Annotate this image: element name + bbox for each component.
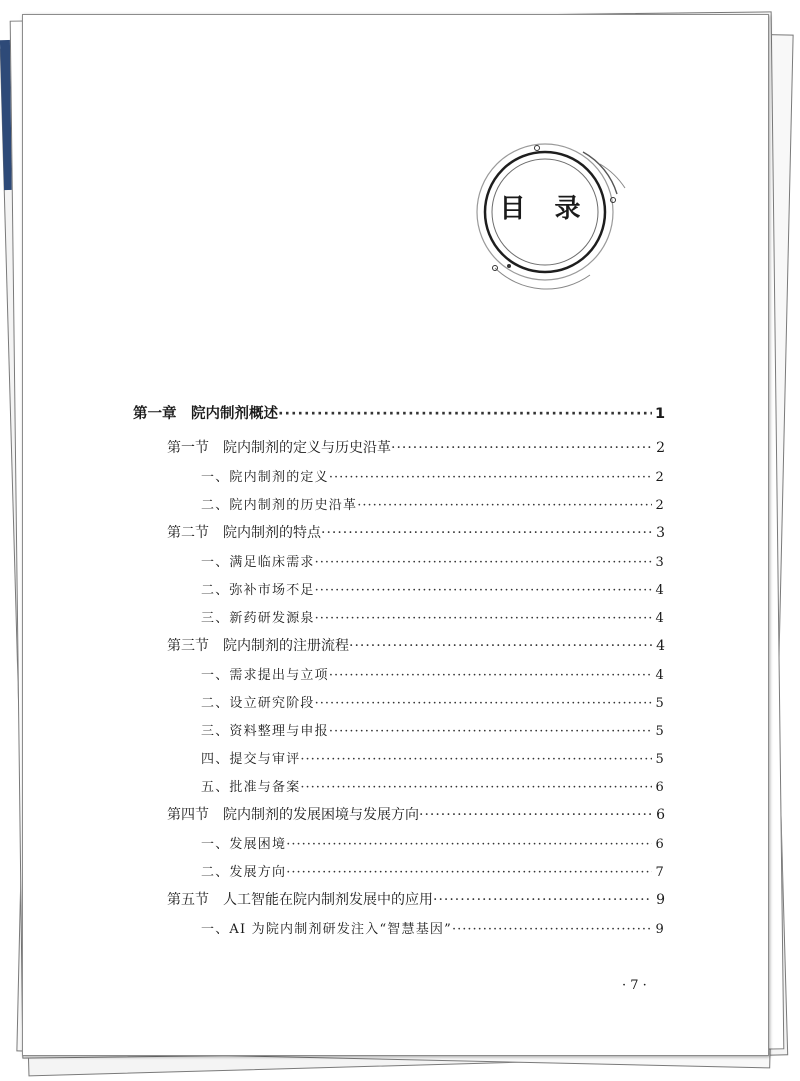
item-title: 一、满足临床需求 — [201, 555, 315, 570]
section-title: 第二节 院内制剂的特点 — [167, 525, 321, 541]
section-page: 9 — [656, 892, 665, 908]
section-title: 第四节 院内制剂的发展困境与发展方向 — [167, 807, 419, 823]
toc-section-entry[interactable] — [167, 635, 665, 655]
dot-leader — [357, 498, 652, 513]
toc-item-entry[interactable] — [201, 607, 665, 626]
toc-item-entry[interactable] — [201, 776, 665, 795]
dot-leader — [315, 696, 652, 711]
section-page: 6 — [656, 807, 665, 823]
item-page: 2 — [655, 498, 665, 513]
dot-leader — [315, 611, 652, 626]
item-page: 5 — [655, 696, 665, 711]
dot-leader — [315, 555, 652, 570]
item-title: 二、发展方向 — [201, 865, 287, 880]
toc-section-entry[interactable] — [167, 437, 665, 457]
section-title: 第三节 院内制剂的注册流程 — [167, 638, 349, 654]
dot-leader — [452, 922, 652, 937]
toc-chapter-entry[interactable] — [133, 402, 665, 423]
toc-item-entry[interactable] — [201, 692, 665, 711]
toc-item-entry[interactable] — [201, 466, 665, 485]
toc-item-entry[interactable] — [201, 720, 665, 739]
item-page: 4 — [655, 583, 665, 598]
item-page: 4 — [655, 611, 665, 626]
toc-item-entry[interactable] — [201, 918, 665, 937]
item-page: 6 — [655, 780, 665, 795]
section-page: 4 — [656, 638, 665, 654]
item-title: 四、提交与审评 — [201, 752, 301, 767]
item-page: 5 — [655, 752, 665, 767]
toc-section-entry[interactable] — [167, 889, 665, 909]
toc-item-entry[interactable] — [201, 551, 665, 570]
toc-item-entry[interactable] — [201, 494, 665, 513]
chapter-page: 1 — [655, 406, 666, 422]
dot-leader — [433, 892, 652, 908]
item-page: 9 — [655, 922, 665, 937]
toc-title: 目 录 — [499, 194, 591, 224]
dot-leader — [349, 638, 652, 654]
dot-leader — [315, 583, 652, 598]
dot-leader — [300, 752, 652, 767]
page-number: · 7 · — [622, 978, 647, 993]
item-page: 4 — [655, 668, 665, 683]
dot-leader — [286, 865, 652, 880]
dot-leader — [278, 406, 652, 422]
toc-item-entry[interactable] — [201, 833, 665, 852]
item-title: 三、新药研发源泉 — [201, 611, 315, 626]
item-page: 6 — [655, 837, 665, 852]
item-page: 5 — [655, 724, 665, 739]
item-page: 3 — [655, 555, 665, 570]
dot-leader — [300, 780, 652, 795]
dot-leader — [329, 470, 652, 485]
item-title: 三、资料整理与申报 — [201, 724, 329, 739]
toc-item-entry[interactable] — [201, 664, 665, 683]
toc-item-entry[interactable] — [201, 748, 665, 767]
toc-item-entry[interactable] — [201, 861, 665, 880]
section-title: 第一节 院内制剂的定义与历史沿革 — [167, 440, 391, 456]
section-page: 2 — [656, 440, 665, 456]
dot-leader — [329, 724, 652, 739]
item-page: 2 — [655, 470, 665, 485]
item-title: 一、AI 为院内制剂研发注入“智慧基因” — [201, 922, 452, 937]
item-title: 一、发展困境 — [201, 837, 287, 852]
item-title: 一、院内制剂的定义 — [201, 470, 329, 485]
dot-leader — [391, 440, 652, 456]
item-title: 一、需求提出与立项 — [201, 668, 329, 683]
toc-section-entry[interactable] — [167, 522, 665, 542]
toc-item-entry[interactable] — [201, 579, 665, 598]
item-title: 二、院内制剂的历史沿革 — [201, 498, 358, 513]
dot-leader — [321, 525, 652, 541]
section-title: 第五节 人工智能在院内制剂发展中的应用 — [167, 892, 433, 908]
section-page: 3 — [656, 525, 665, 541]
toc-section-entry[interactable] — [167, 804, 665, 824]
item-title: 二、设立研究阶段 — [201, 696, 315, 711]
item-page: 7 — [655, 865, 665, 880]
dot-leader — [329, 668, 652, 683]
item-title: 五、批准与备案 — [201, 780, 301, 795]
dot-leader — [419, 807, 652, 823]
item-title: 二、弥补市场不足 — [201, 583, 315, 598]
dot-leader — [286, 837, 652, 852]
chapter-title: 第一章 院内制剂概述 — [133, 406, 278, 422]
